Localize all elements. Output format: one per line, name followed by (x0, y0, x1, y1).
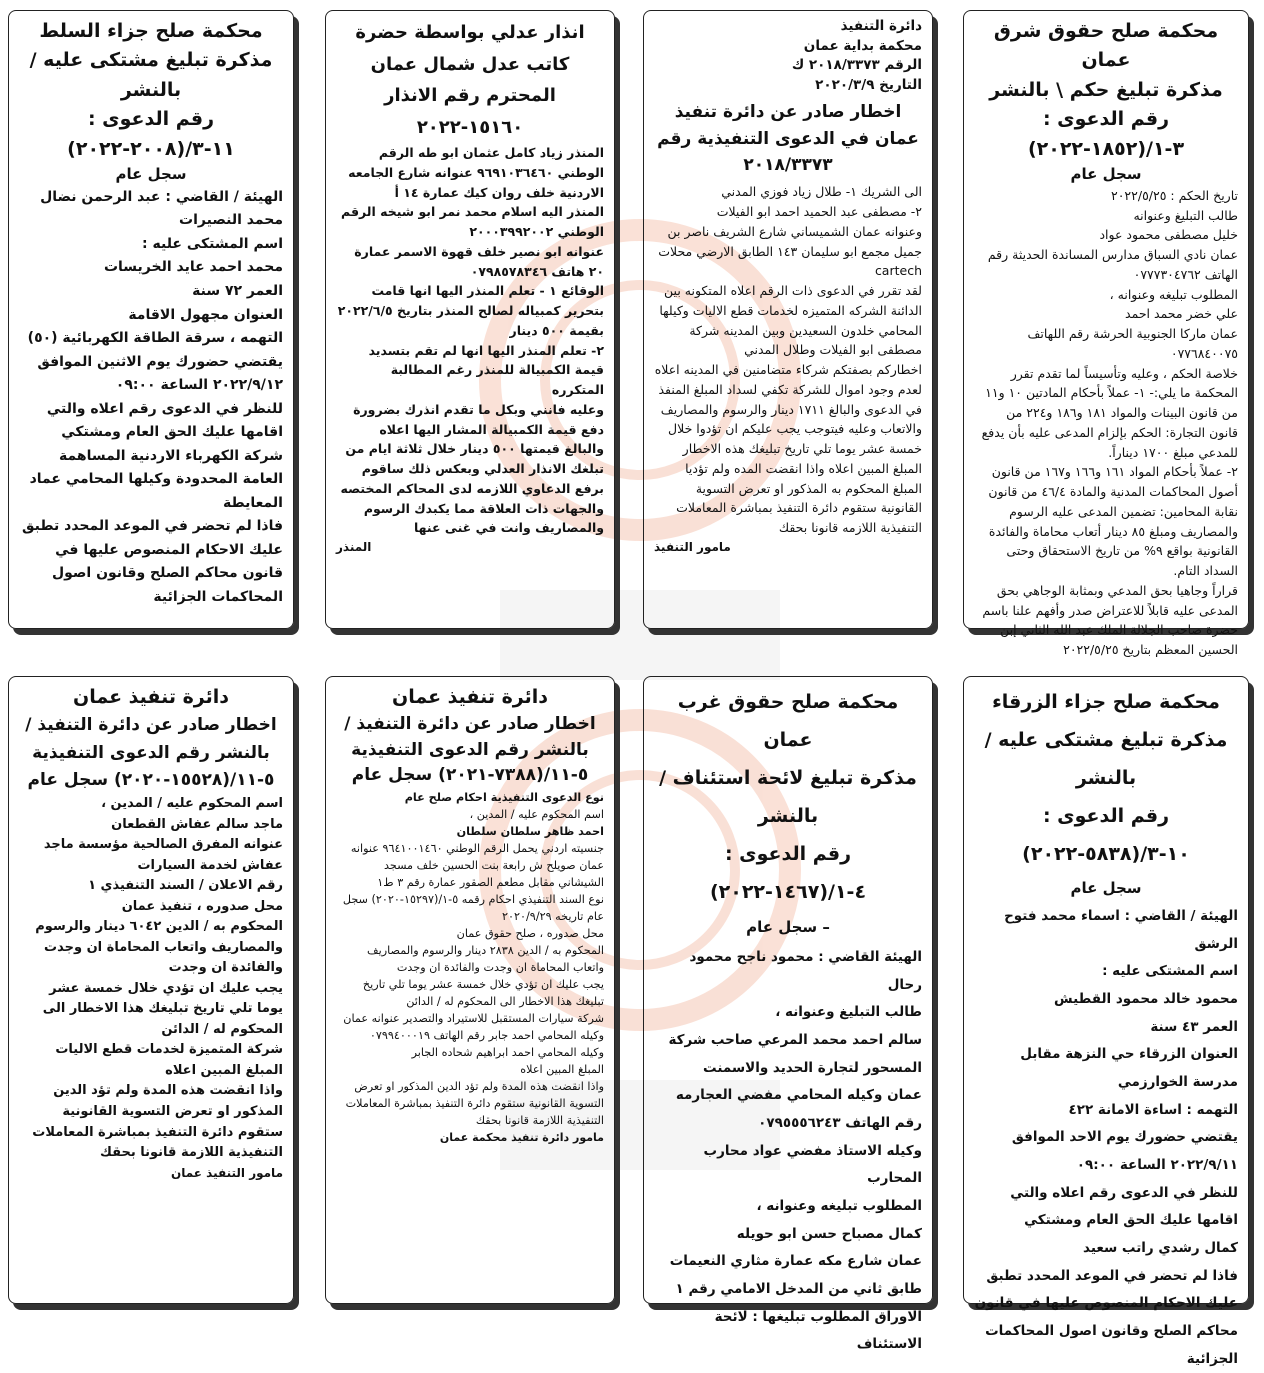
notice-line: عمان شارع مكه عمارة مثاري النعيمات طابق ثاني من المدخل الامامي رقم ١ (669, 1253, 922, 1298)
notice-line: وكيله الاستاذ مفضي عواد محارب المحارب (703, 1142, 922, 1187)
notice-line: فاذا لم تحضر في الموعد المحدد تطبق عليك الاحكام المنصوص عليها في قانون محاكم الصلح وقانون اصول المحاكمات الجزائية (22, 518, 283, 605)
notice-line: فاذا لم تحضر في الموعد المحدد تطبق عليك الاحكام المنصوص عليها في قانون محاكم الصلح وقانون اصول المحاكمات الجزائية (974, 1267, 1238, 1367)
notice-line: محمود خالد محمود القطيش (1054, 991, 1238, 1008)
notice-line: عمان ماركا الجنوبية الحرشة رقم اللهاتف ٠٧٧٦٨٤٠٠٧٥ (1027, 326, 1238, 361)
signature-label: مامور التنفيذ عمان (170, 1165, 283, 1180)
registry-label: سجل عام (1070, 879, 1142, 897)
notice-line: محل صدوره ، صلح حقوق عمان (456, 927, 604, 941)
notice-line: الهيئة / القاضي : اسماء محمد فتوح الرشق (1004, 908, 1238, 952)
notice-line: التهمه : اساءة الامانة ٤٢٢ (1068, 1101, 1238, 1118)
notice-line: عمان وكيله المحامي مفضي العجارمه رقم الهاتف ٠٧٩٥٥٥٦٢٤٣ (675, 1087, 922, 1132)
notice-salt (8, 10, 294, 629)
notice-line: طالب التبليغ وعنوانه (1133, 207, 1238, 223)
notice-line: محمد احمد عايد الخريسات (103, 259, 283, 276)
notice-line: شركة سيارات المستقبل للاستيراد والتصدير عنوانه عمان وكيله المحامي احمد جابر رقم الهاتف ٠٧٩٩٤٠٠٠١٩ (343, 1012, 604, 1043)
notice-line: قراراً وجاهيا بحق المدعي وبمثابة الوجاهي بحق المدعى عليه قابلاً للاعتراض صدر وأفهم علنا باسم حضرة صاحب الجلالة الملك عبد الله الثاني إبن الحسين المعظم بتاريخ ٢٠٢٢/٥/٢٥ (982, 582, 1238, 658)
notice-line: اسم المشتكى عليه : (142, 235, 283, 252)
notice-line: الهيئة / القاضي : عبد الرحمن نضال محمد النصيرات (40, 188, 283, 229)
notice-line: يقتضي حضورك يوم الاحد الموافق ٢٠٢٢/٩/١١ الساعة ٠٩:٠٠ (1011, 1129, 1238, 1174)
notice-title: مذكرة تبليغ حكم \ بالنشر (989, 78, 1223, 101)
notice-line: ٢- تعلم المنذر اليها انها لم تقم بتسديد قيمة الكمبيالة للمنذر رغم المطالبة المتكرره (368, 342, 604, 397)
court-name: محكمة صلح جزاء الزرقاء (992, 691, 1220, 713)
notice-line: الى الشريك ١- طلال زياد فوزي المدني (721, 184, 922, 200)
notice-execution-amman-2 (325, 676, 615, 1304)
notice-line: شركة المتميزة لخدمات قطع الاليات (55, 1042, 283, 1058)
notice-title: اخطار صادر عن دائرة تنفيذ عمان في الدعوى التنفيذية رقم ٢٠١٨/٣٣٧٣ (657, 102, 919, 175)
notice-line: واذا انقضت هذه المدة ولم تؤد الدين المذكور او تعرض التسوية القانونية ستقوم دائرة التنفيذ بمباشرة المعاملات التنفيذية اللازمة قانونا بحقك (32, 1083, 283, 1161)
notice-execution-amman-3 (8, 676, 294, 1304)
notice-line: عمان نادي السباق مدارس المساندة الحديثة رقم الهاتف ٠٧٧٧٣٠٤٧٦٢ (987, 247, 1238, 282)
notice-line: يقتضي حضورك يوم الاثنين الموافق ٢٠٢٢/٩/١٢ الساعة ٠٩:٠٠ (37, 353, 283, 394)
case-number: رقم الدعوى : ١١-٣/(٢٠٠٨-٢٠٢٢) (67, 108, 235, 160)
notice-line: العمر ٤٣ سنة (1150, 1018, 1238, 1035)
notice-line: المحكوم به / الدين ٦٠٤٢ دينار والرسوم والمصاريف واتعاب المحاماة ان وجدت والفائدة ان وجدت (35, 919, 283, 976)
notice-line: عنوانه ابو نصير خلف قهوة الاسمر عمارة ٢٠ هاتف ٠٧٩٨٥٧٨٣٤٦ (354, 243, 604, 279)
court-name: محكمة بداية عمان (803, 37, 922, 54)
notice-line: للنظر في الدعوى رقم اعلاه والتي اقامها عليك الحق العام ومشتكي (1010, 1184, 1238, 1229)
notice-line: محل صدوره ، تنفيذ عمان (121, 898, 283, 914)
notice-line: المطلوب تبليغه وعنوانه ، (756, 1198, 922, 1215)
notice-line: احمد ظاهر سلطان سلطان (456, 824, 604, 838)
notice-west-amman (643, 676, 933, 1353)
notice-line: ٢- مصطفى عبد الحميد احمد ابو الفيلات (716, 204, 922, 220)
notice-line: المطلوب تبليغه وعنوانه ، (1109, 286, 1238, 302)
notice-line: خلاصة الحكم ، وعليه وتأسيساً لما تقدم تقرر المحكمة ما يلي:- ١- عملاً بأحكام المادتين ١٠ و١١ من قانون البينات والمواد ١٨١ و١٨٦ و٢٢٤ من قانون التجارة: الحكم بإلزام المدعى عليه بأن يدفع للمدعي مبلغ ١٧٠٠ ديناراً. (981, 365, 1238, 460)
notice-title: انذار عدلي بواسطة حضرة كاتب عدل شمال عمان المحترم رقم الانذار ١٥١٦٠-٢٠٢٢ (355, 22, 585, 138)
notice-line: المنذر زياد كامل عثمان ابو طه الرقم الوطني ٩٦٩١٠٣٦٤٦٠ عنوانه شارع الجامعه الاردنية خلف روان كيك عمارة ١٤ أ (348, 145, 604, 200)
notice-line: تاريخ الحكم : ٢٠٢٢/٥/٢٥ (1111, 187, 1238, 203)
notice-line: المحكوم به / الدين ٢٨٣٨ دينار والرسوم والمصاريف واتعاب المحاماة ان وجدت والفائدة ان وجدت (367, 944, 604, 975)
notice-line: سالم احمد محمد المرعي صاحب شركة المسحور لتجارة الحديد والاسمنت (668, 1032, 922, 1076)
notice-line: ٢- عملاً بأحكام المواد ١٦١ و١٦٦ و١٦٧ من قانون أصول المحاكمات المدنية والمادة ٤٦/٤ من قانون نقابة المحامين: تضمين المدعى عليه الرسوم والمصاريف ومبلغ ٨٥ دينار أتعاب محاماة والفائدة القانونية بواقع ٩% من تاريخ الاستحقاق وحتى السداد التام. (988, 464, 1238, 579)
notice-line: يجب عليك ان تؤدي خلال خمسة عشر يوما تلي تاريخ تبليغك هذا الاخطار الى المحكوم له / الدائن (362, 978, 604, 1009)
department-name: دائرة التنفيذ (840, 18, 922, 34)
notice-line: المنذر اليه اسلام محمد نمر ابو شيخه الرقم الوطني ٢٠٠٠٣٩٩٢٠٠٢ (341, 204, 604, 239)
notice-line: لقد تقرر في الدعوى ذات الرقم اعلاه المتكونه بين الدائنة الشركه المتميزه لخدمات قطع الاليات وكيلها المحامي خلدون السعيدين وبين المدينه شركة مصطفى ابو الفيلات وطلال المدني (659, 283, 922, 358)
notice-line: المبلغ المبين اعلاه (520, 1063, 604, 1077)
department-name: دائرة تنفيذ عمان (391, 686, 549, 708)
registry-label: سجل عام (115, 165, 187, 184)
notice-line: كمال مصباح حسن ابو حويله (736, 1225, 922, 1242)
notice-line: اسم المحكوم عليه / المدين ، (469, 807, 604, 821)
notice-line: الاوراق المطلوب تبليغها : لائحة الاستئناف (714, 1308, 922, 1353)
notice-title: مذكرة تبليغ مشتكى عليه / بالنشر (984, 729, 1228, 789)
court-name: محكمة صلح جزاء السلط (39, 20, 263, 42)
notice-line: ماجد سالم عفاش القطعان (111, 816, 283, 832)
notice-line: اسم المحكوم عليه / المدين ، (101, 796, 283, 811)
notice-title: اخطار صادر عن دائرة التنفيذ / بالنشر رقم الدعوى التنفيذية ٥-١١/(٧٣٨٨-٢٠٢١) سجل عام (344, 714, 596, 786)
signature-label: مامور التنفيذ (654, 539, 731, 554)
notice-execution-amman-1 (643, 10, 933, 629)
case-number: رقم الدعوى : ٣-١/(١٨٥٢-٢٠٢٢) (1027, 108, 1185, 160)
notice-judicial-warning (325, 10, 615, 629)
notice-line: رقم الاعلان / السند التنفيذي ١ (88, 878, 283, 894)
notice-line: شركة الكهرباء الاردنية المساهمة العامة المحدودة وكيلها المحامي عماد المعايطة (29, 447, 283, 511)
notice-title: اخطار صادر عن دائرة التنفيذ / بالنشر رقم الدعوى التنفيذية ٥-١١/(١٥٥٢٨-٢٠٢٠) سجل عام (25, 715, 277, 790)
notice-line: وكيله المحامي احمد ابراهيم شحاده الجابر (411, 1046, 604, 1060)
registry-label: سجل عام (1070, 165, 1142, 184)
signature-label: مامور دائرة تنفيذ محكمة عمان (439, 1131, 604, 1145)
court-name: محكمة صلح حقوق شرق عمان (993, 20, 1219, 72)
notice-line: علي خضر محمد احمد (1125, 306, 1238, 322)
notice-line: العنوان الزرقاء حي النزهة مقابل مدرسة الخوارزمي (1020, 1046, 1238, 1091)
notice-line: طالب التبليغ وعنوانه ، (775, 1004, 922, 1021)
notice-line: التهمه ، سرقة الطاقة الكهربائية (٥٠) (27, 330, 283, 347)
notice-date: التاريخ ٢٠٢٠/٣/٩ (815, 76, 922, 93)
notice-title: مذكرة تبليغ مشتكى عليه / بالنشر (29, 49, 273, 101)
reference-number: الرقم ٢٠١٨/٣٣٧٣ ك (791, 57, 922, 74)
notice-line: نوع الدعوى التنفيذية احكام صلح عام (404, 790, 604, 804)
court-name: محكمة صلح حقوق غرب عمان (677, 691, 899, 751)
notice-line: خليل مصطفى محمود عواد (1099, 227, 1238, 243)
notice-title: مذكرة تبليغ لائحة استئناف /بالنشر (659, 767, 917, 827)
notice-line: جنسيته اردني يحمل الرقم الوطني ٩٦٤١٠٠١٤٦٠ عنوانه عمان صويلح ش رابعة بنت الحسين خلف مسجد الشيشاني مقابل مطعم الصقور عمارة رقم ٣ ط١ (350, 841, 604, 890)
notice-zarqa (963, 676, 1249, 1367)
department-name: دائرة تنفيذ عمان (72, 686, 230, 708)
signature-label: المنذر (336, 540, 372, 554)
notice-line: المبلغ المبين اعلاه (165, 1062, 283, 1078)
notice-east-amman (963, 10, 1249, 658)
notice-line: الهيئة القاضي : محمود ناجح محمود رحال (689, 949, 922, 993)
notice-line: العمر ٧٢ سنة (192, 283, 283, 299)
notice-line: اخطاركم بصفتكم شركاء متضامنين في المدينه اعلاه لعدم وجود اموال للشركة تكفي لسداد المبلغ المنفذ في الدعوى والبالغ ١٧١١ دينار والرسوم والمصاريف والاتعاب وعليه فيتوجب يجب عليكم ان تؤدوا خلال خمسة عشر يوما تلي تاريخ تبليغك هذه الاخطار المبلغ المبين اعلاه واذا انقضت المده ولم تؤديا المبلغ المحكوم به المذكور او تعرض التسوية القانونية ستقوم دائرة التنفيذ بمباشرة المعاملات التنفيذية اللازمه قانونا بحقك (654, 362, 922, 536)
notice-line: الوقائع ١ - تعلم المنذر اليها انها قامت بتحرير كمبياله لصالح المنذر بتاريخ ٢٠٢٢/٦/٥ بقيمة ٥٠٠ دينار (337, 283, 604, 338)
notice-line: يجب عليك ان تؤدي خلال خمسة عشر يوما تلي تاريخ تبليغك هذا الاخطار الى المحكوم له / الدائن (42, 980, 283, 1037)
case-number: رقم الدعوى : ٤-١/(١٤٦٧-٢٠٢٢) (709, 843, 867, 903)
registry-label: – سجل عام (746, 918, 830, 936)
notice-line: اسم المشتكى عليه : (1102, 963, 1238, 980)
notice-line: نوع السند التنفيذي احكام رقمه ٥-١/(١٥٢٩٧-٢٠٢٠) سجل عام تاريخه ٢٠٢٠/٩/٢٩ (342, 893, 604, 924)
notice-line: واذا انقضت هذه المدة ولم تؤد الدين المذكور او تعرض التسوية القانونية ستقوم دائرة التنفيذ بمباشرة المعاملات التنفيذية اللازمة قانونا بحقك (345, 1080, 604, 1128)
notice-line: عنوانه المفرق الصالحية مؤسسة ماجد عفاش لخدمة السيارات (43, 837, 283, 873)
notice-line: كمال رشدي راتب سعيد (1083, 1240, 1238, 1257)
notice-line: للنظر في الدعوى رقم اعلاه والتي اقامها عليك الحق العام ومشتكي (46, 400, 283, 441)
notice-line: وعنوانه عمان الشميساني شارع الشريف ناصر بن جميل مجمع ابو سليمان ١٤٣ الطابق الارضي محلات cartech (658, 223, 922, 279)
notice-line: وعليه فانني وبكل ما تقدم انذرك بضرورة دفع قيمة الكمبيالة المشار اليها اعلاه والبالغ قيمتها ٥٠٠ دينار خلال ثلاثة ايام من تبلغك الانذار العدلي وبعكس ذلك ساقوم برفع الدعاوي اللازمه لدى المحاكم المختصه والجهات ذات العلاقة مما يكبدك الرسوم والمصاريف وانت في غنى عنها (340, 401, 604, 536)
case-number: رقم الدعوى : ١٠-٣/(٥٨٣٨-٢٠٢٢) (1022, 805, 1190, 865)
notice-line: العنوان مجهول الاقامة (128, 306, 283, 323)
